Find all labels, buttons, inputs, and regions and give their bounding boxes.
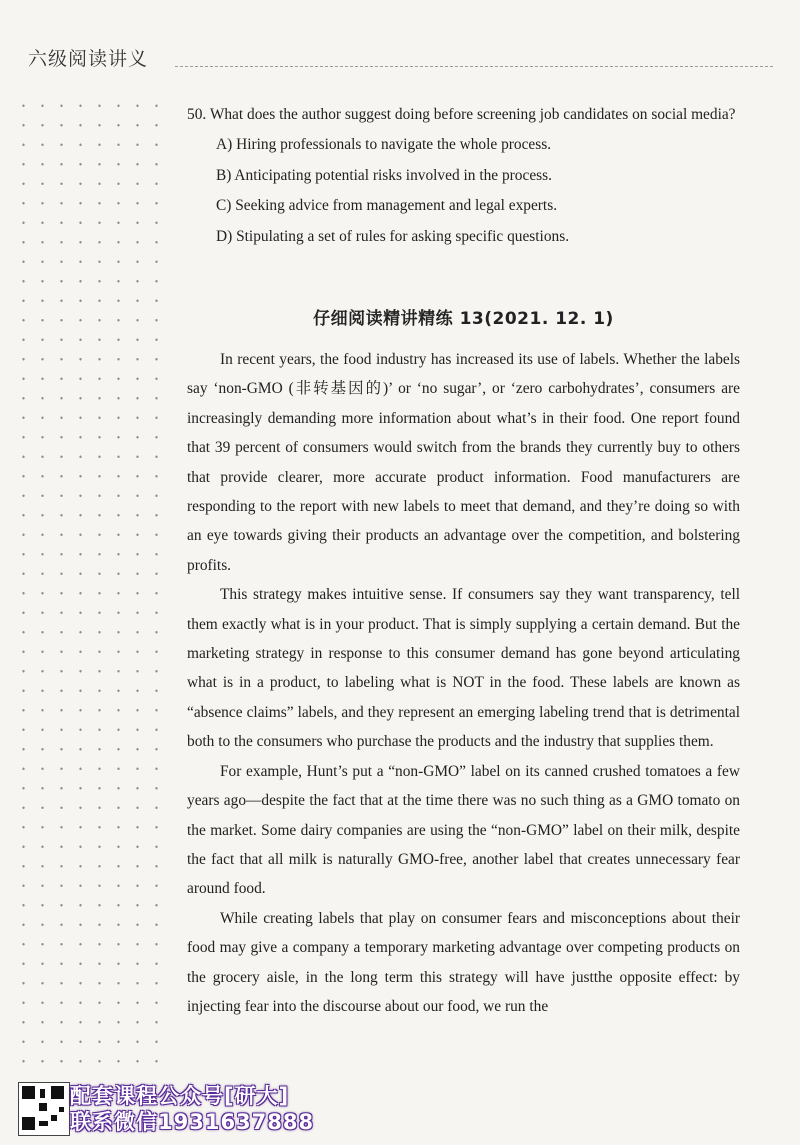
page-header-title: 六级阅读讲义 [28, 48, 149, 70]
page-content [187, 100, 740, 1021]
question-50 [187, 100, 740, 130]
option-c: C) Seeking advice from management and legal experts. [216, 197, 558, 214]
passage-paragraph-4: While creating labels that play on consumer fears and misconceptions about their food may give a company a temporary marketing advantage over competing products on the grocery aisle, in the long term this strategy will have justthe opposite effect: by injecting fear into the discourse about our food, we run the [187, 909, 740, 1015]
qr-code-icon [18, 1082, 70, 1136]
question-text: What does the author suggest doing before screening job candidates on social media? [209, 106, 736, 123]
option-d: D) Stipulating a set of rules for asking specific questions. [216, 227, 570, 245]
passage-paragraph-3: For example, Hunt’s put a “non-GMO” label on its canned crushed tomatoes a few years ago—despite the fact that at the time there was no such thing as a GMO tomato on the market. Some dairy companies are using the “non-GMO” label on their milk, despite the fact that all milk is naturally GMO-free, another label that creates unnecessary fear around food. [187, 762, 740, 898]
promo-line-2: 联系微信1931637888 [70, 1110, 315, 1134]
option-b: B) Anticipating potential risks involved in the process. [216, 166, 552, 184]
passage-paragraph-2: This strategy makes intuitive sense. If consumers say they want transparency, tell them exactly what is in your product. That is simply supplying a certain demand. But the marketing strategy in response to this consumer demand has gone beyond articulating what is in a product, to labeling what is NOT in the food. These labels are known as “absence claims” labels, and they represent an emerging labeling trend that is detrimental both to the consumers who purchase the products and the industry that supplies them. [187, 586, 740, 751]
promo-line-1: 配套课程公众号[研大] [70, 1084, 290, 1108]
option-a: A) Hiring professionals to navigate the whole process. [216, 136, 552, 153]
answer-options [187, 130, 740, 252]
question-number: 50. [187, 106, 207, 123]
promo-watermark [70, 1083, 314, 1135]
dot-grid-margin [14, 96, 174, 1072]
passage-paragraph-1: In recent years, the food industry has increased its use of labels. Whether the labels say ‘non-GMO (非转基因的)’ or ‘no sugar’, or ‘zero carbohydrates’, consumers are increasingly demanding more information about what’s in their food. One report found that 39 percent of consumers would switch from the brands they currently buy to others that provide clearer, more accurate product information. Food manufacturers are responding to the report with new labels to meet that demand, and they’re doing so with an eye towards giving their products an advantage over the competition, and bolstering profits. [187, 351, 740, 574]
reading-passage [187, 345, 740, 1021]
section-title: 仔细阅读精讲精练 13(2021. 12. 1) [313, 309, 614, 329]
header-divider [175, 66, 773, 67]
